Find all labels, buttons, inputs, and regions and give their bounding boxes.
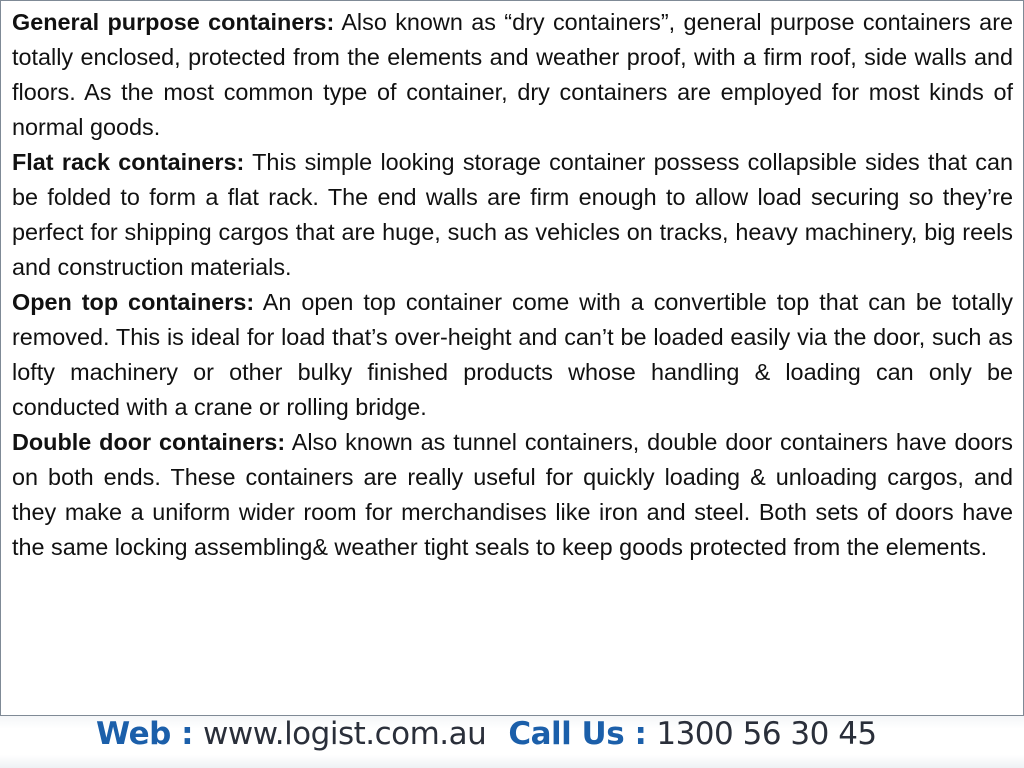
section-text: An open top container come with a convertible top that can be totally removed. This is ideal for load that’s over-height and can’t be loaded easily via the door, such as lofty machinery or other bulky finished products whose handling & loading can only be conducted with a crane or rolling bridge. bbox=[12, 289, 1013, 420]
call-label: Call Us : bbox=[508, 716, 647, 752]
section-term: General purpose containers: bbox=[12, 9, 335, 35]
contact-footer bbox=[96, 712, 877, 756]
section-text: Also known as “dry containers”, general purpose containers are totally enclosed, protected from the elements and weather proof, with a firm roof, side walls and floors. As the most common type of container, dry containers are employed for most kinds of normal goods. bbox=[12, 9, 1013, 140]
section-double-door bbox=[12, 425, 1013, 565]
section-flat-rack bbox=[12, 145, 1013, 285]
web-label: Web : bbox=[96, 716, 193, 752]
section-general-purpose bbox=[12, 5, 1013, 145]
website-link[interactable]: www.logist.com.au bbox=[203, 716, 487, 752]
section-term: Double door containers: bbox=[12, 429, 286, 455]
section-term: Flat rack containers: bbox=[12, 149, 245, 175]
content-body bbox=[12, 5, 1013, 565]
phone-number[interactable]: 1300 56 30 45 bbox=[656, 716, 877, 752]
section-open-top bbox=[12, 285, 1013, 425]
section-text: Also known as tunnel containers, double door containers have doors on both ends. These containers are really useful for quickly loading & unloading cargos, and they make a uniform wider room for merchandises like iron and steel. Both sets of doors have the same locking assembling& weather tight seals to keep goods protected from the elements. bbox=[12, 429, 1013, 560]
section-text: This simple looking storage container possess collapsible sides that can be folded to form a flat rack. The end walls are firm enough to allow load securing so they’re perfect for shipping cargos that are huge, such as vehicles on tracks, heavy machinery, big reels and construction materials. bbox=[12, 149, 1013, 280]
section-term: Open top containers: bbox=[12, 289, 255, 315]
